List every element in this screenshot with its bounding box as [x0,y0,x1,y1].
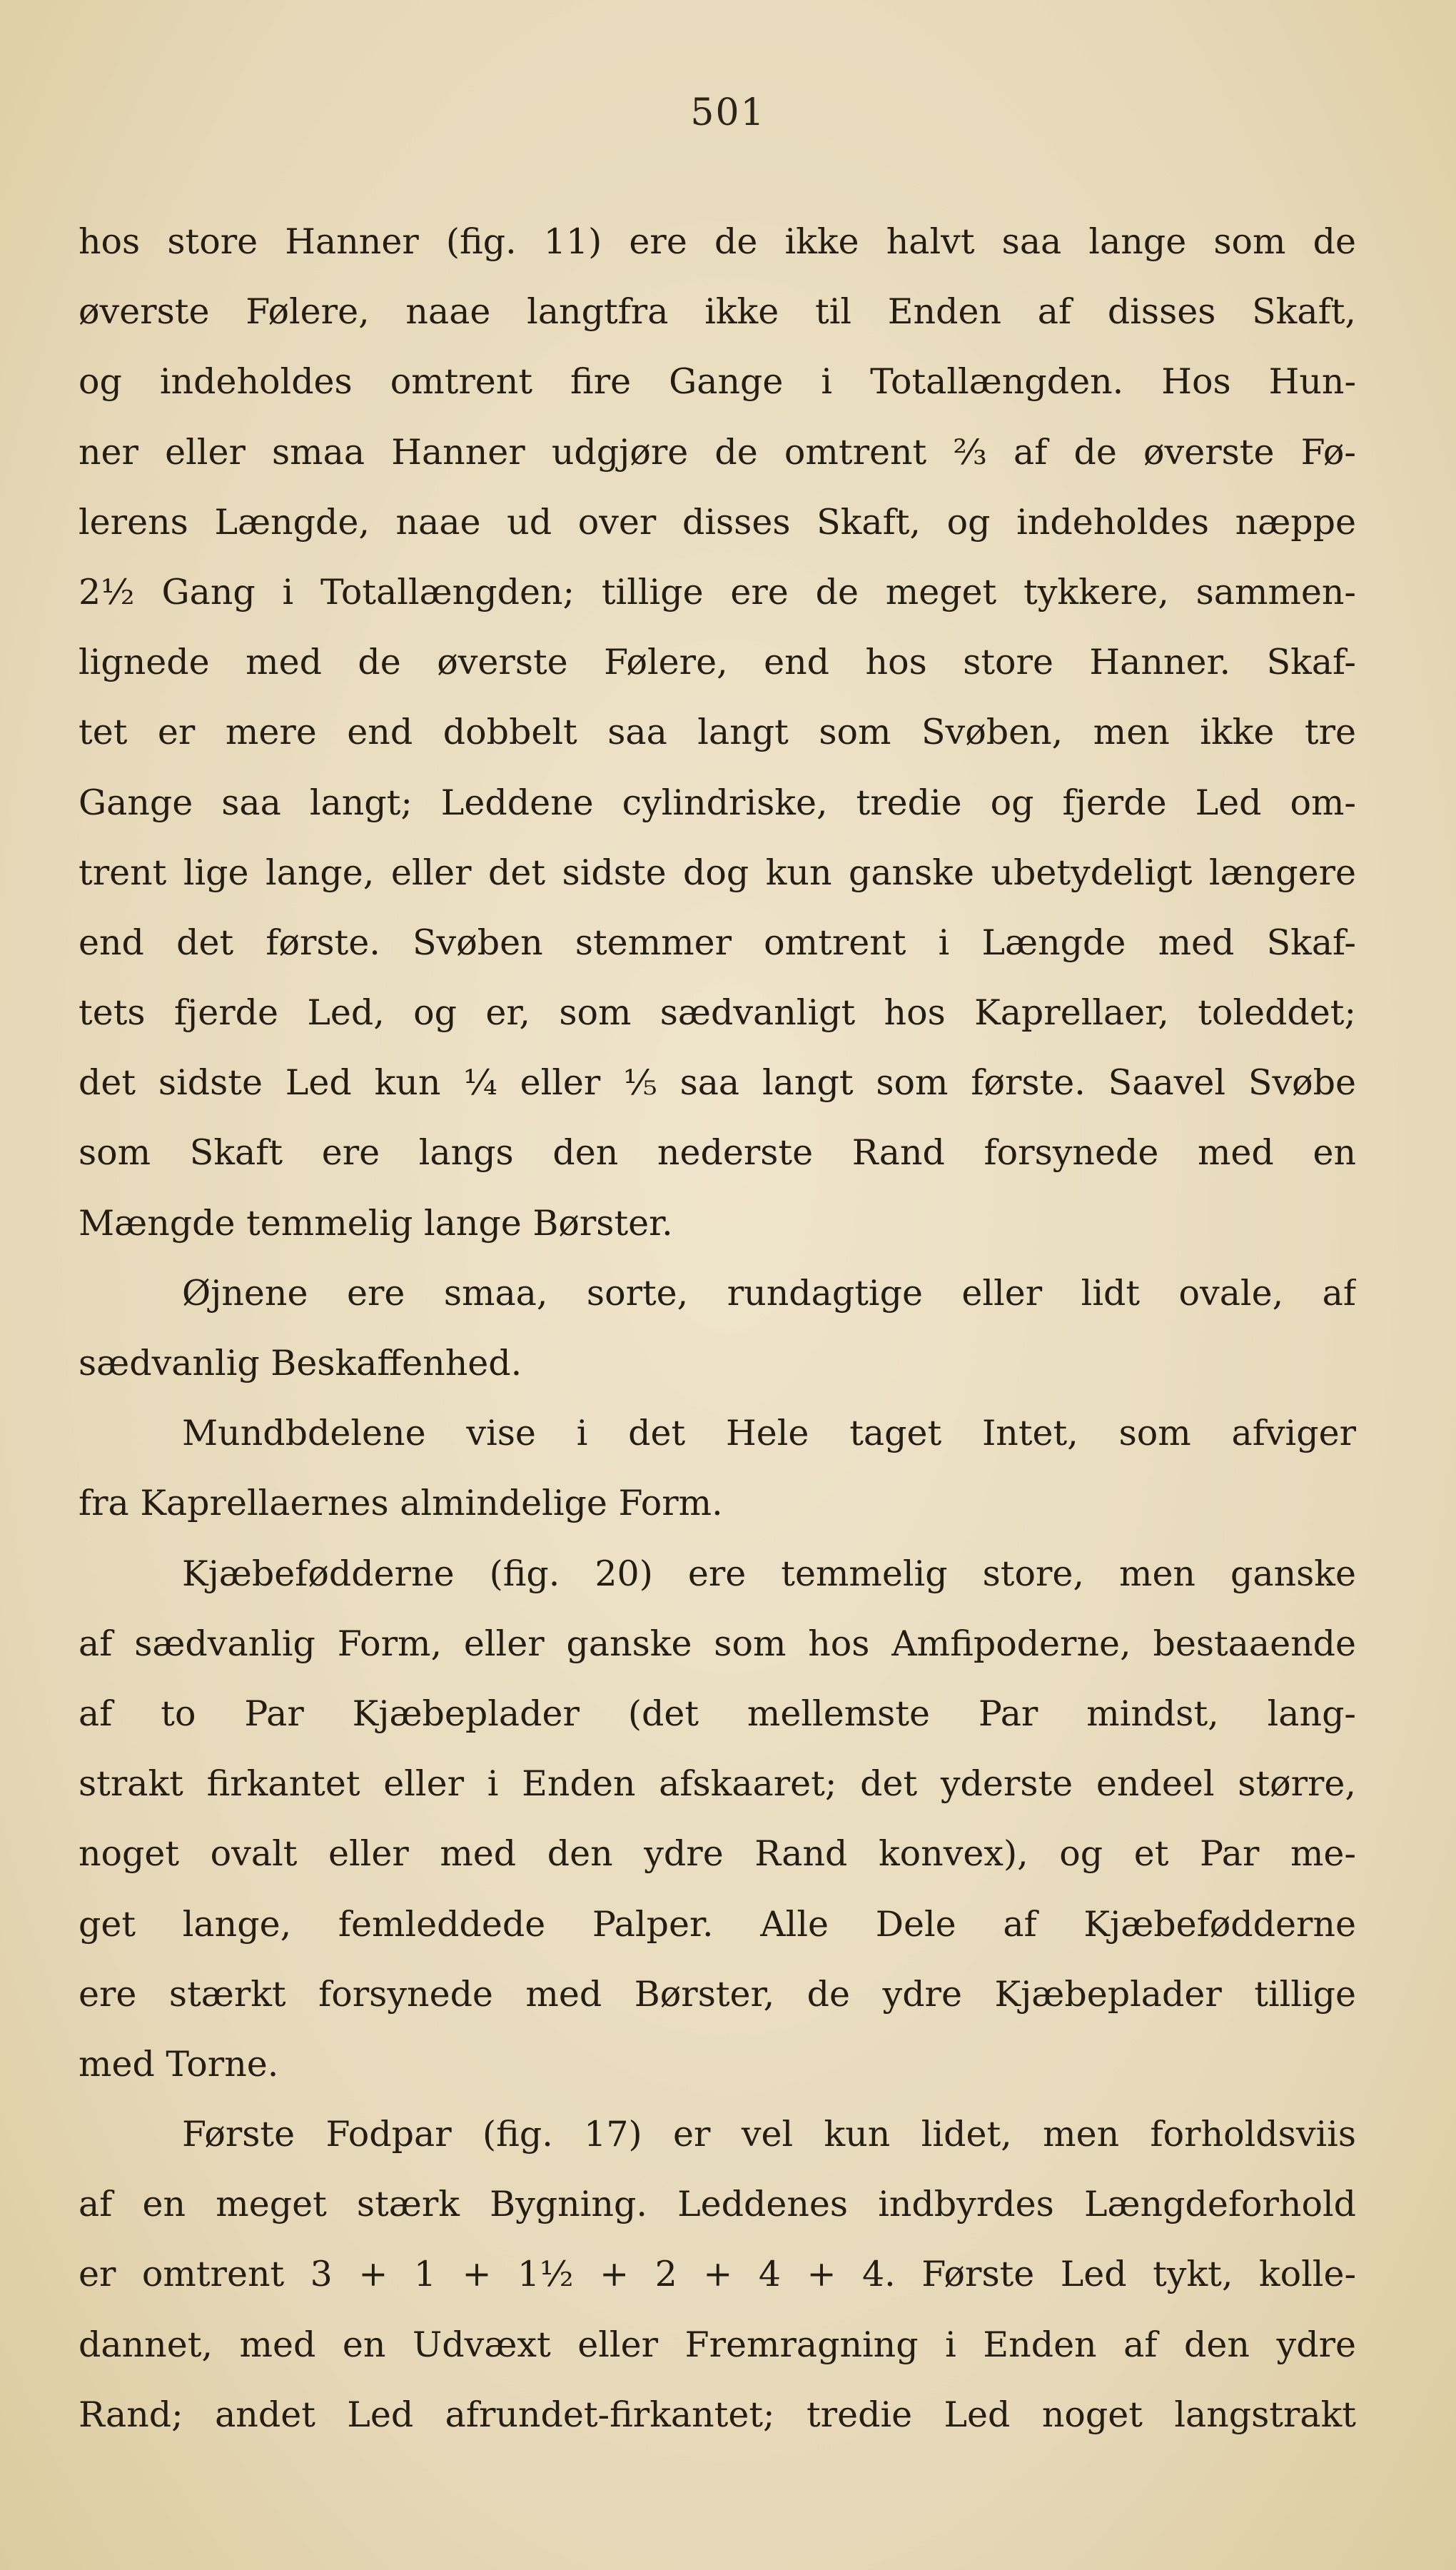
text-line: med Torne. [79,2043,279,2085]
text-line: Rand; andet Led afrundet-firkantet; tredie Led noget langstrakt [79,2394,1356,2435]
text-line: tet er mere end dobbelt saa langt som Svøben, men ikke tre [79,712,1356,753]
text-line: Mundbdelene vise i det Hele taget Intet, som afviger [182,1413,1356,1454]
text-line: noget ovalt eller med den ydre Rand konvex), og et Par me- [79,1833,1356,1875]
text-line: ner eller smaa Hanner udgjøre de omtrent ⅔ af de øverste Fø- [79,431,1356,473]
text-line: dannet, med en Udvæxt eller Fremragning i Enden af den ydre [79,2324,1356,2365]
text-line: Gange saa langt; Leddene cylindriske, tredie og fjerde Led om- [79,782,1356,823]
text-line: af en meget stærk Bygning. Leddenes indbyrdes Længdeforhold [79,2184,1356,2225]
text-line: 2½ Gang i Totallængden; tillige ere de meget tykkere, sammen- [79,571,1356,613]
text-line: get lange, femleddede Palper. Alle Dele af Kjæbefødderne [79,1903,1356,1945]
text-line: tets fjerde Led, og er, som sædvanligt hos Kaprellaer, toleddet; [79,992,1356,1034]
text-line: Første Fodpar (fig. 17) er vel kun lidet, men forholdsviis [182,2114,1356,2155]
text-line: Mængde temmelig lange Børster. [79,1202,673,1244]
text-line: som Skaft ere langs den nederste Rand forsynede med en [79,1132,1356,1174]
page-number: 501 [690,91,766,134]
text-line: Øjnene ere smaa, sorte, rundagtige eller lidt ovale, af [182,1272,1356,1314]
text-line: end det første. Svøben stemmer omtrent i Længde med Skaf- [79,922,1356,963]
text-line: lignede med de øverste Følere, end hos store Hanner. Skaf- [79,642,1356,683]
text-line: Kjæbefødderne (fig. 20) ere temmelig store, men ganske [182,1553,1356,1594]
text-line: er omtrent 3 + 1 + 1½ + 2 + 4 + 4. Første Led tykt, kolle- [79,2254,1356,2295]
text-line: trent lige lange, eller det sidste dog kun ganske ubetydeligt længere [79,852,1356,893]
body-text [79,207,1356,2450]
text-line: fra Kaprellaernes almindelige Form. [79,1483,723,1524]
text-line: det sidste Led kun ¼ eller ⅕ saa langt som første. Saavel Svøbe [79,1062,1356,1104]
text-line: sædvanlig Beskaffenhed. [79,1343,522,1384]
text-line: af to Par Kjæbeplader (det mellemste Par mindst, lang- [79,1693,1356,1734]
text-line: øverste Følere, naae langtfra ikke til Enden af disses Skaft, [79,291,1356,333]
text-line: strakt firkantet eller i Enden afskaaret; det yderste endeel større, [79,1763,1356,1805]
text-line: hos store Hanner (fig. 11) ere de ikke halvt saa lange som de [79,221,1356,262]
text-line: og indeholdes omtrent fire Gange i Totallængden. Hos Hun- [79,361,1356,403]
text-line: lerens Længde, naae ud over disses Skaft, og indeholdes næppe [79,501,1356,543]
text-line: ere stærkt forsynede med Børster, de ydre Kjæbeplader tillige [79,1973,1356,2015]
text-line: af sædvanlig Form, eller ganske som hos Amfipoderne, bestaaende [79,1623,1356,1664]
